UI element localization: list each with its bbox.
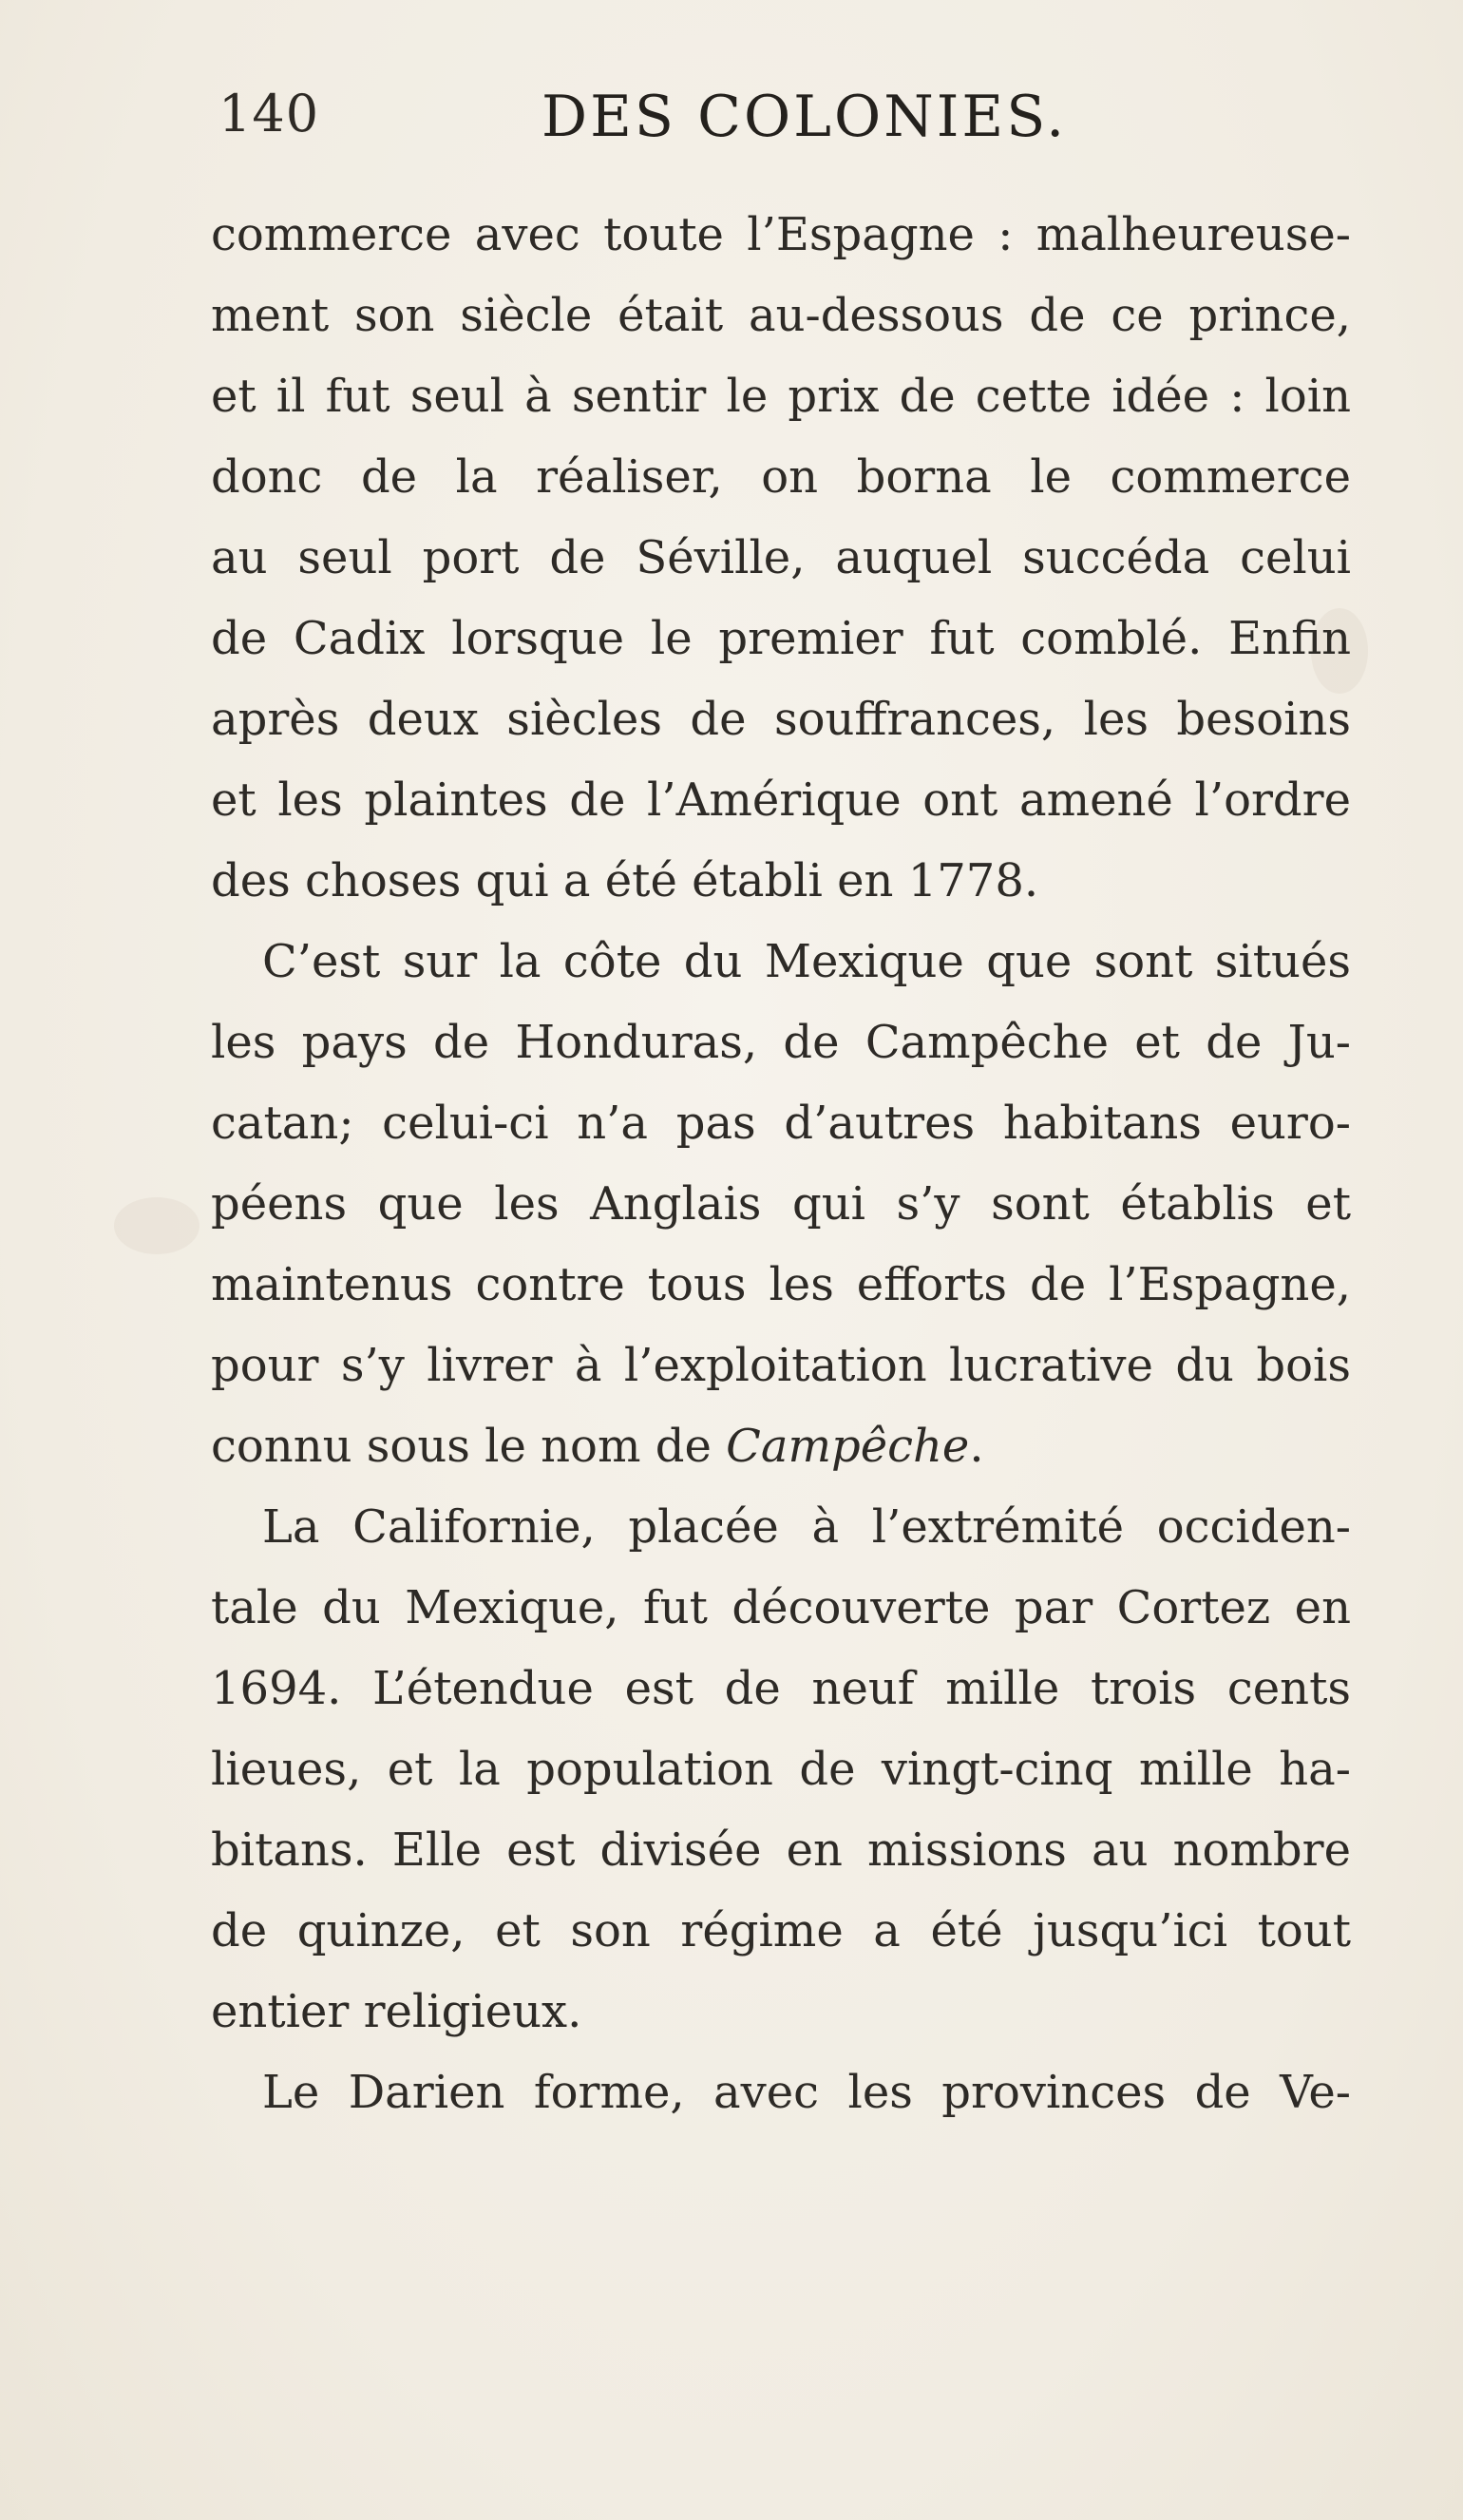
text-span: . xyxy=(969,1420,984,1473)
page-number: 140 xyxy=(218,84,320,143)
text-line: tale du Mexique, fut découverte par Cortez en xyxy=(211,1581,1351,1634)
text-line: lieues, et la population de vingt-cinq mille ha- xyxy=(211,1743,1351,1796)
text-line: de quinze, et son régime a été jusqu’ici tout xyxy=(211,1904,1351,1957)
text-line: et il fut seul à sentir le prix de cette idée : loin xyxy=(211,370,1351,423)
text-span: connu sous le nom de xyxy=(211,1420,727,1473)
body-text xyxy=(211,195,1351,2133)
text-line: de Cadix lorsque le premier fut comblé. Enfin xyxy=(211,612,1351,665)
text-line: La Californie, placée à l’extrémité occiden- xyxy=(262,1500,1351,1554)
text-line xyxy=(211,1406,1351,1487)
text-line: C’est sur la côte du Mexique que sont situés xyxy=(262,935,1351,988)
text-line: donc de la réaliser, on borna le commerce xyxy=(211,450,1351,504)
text-line: 1694. L’étendue est de neuf mille trois cents xyxy=(211,1662,1351,1715)
page-header xyxy=(218,84,1282,150)
text-line: les pays de Honduras, de Campêche et de Ju- xyxy=(211,1016,1351,1069)
text-line: pour s’y livrer à l’exploitation lucrative du bois xyxy=(211,1339,1351,1392)
text-line: et les plaintes de l’Amérique ont amené l’ordre xyxy=(211,773,1351,827)
italic-term: Campêche xyxy=(726,1420,970,1473)
text-line: commerce avec toute l’Espagne : malheureuse- xyxy=(211,208,1351,261)
text-line: au seul port de Séville, auquel succéda celui xyxy=(211,531,1351,584)
running-head: DES COLONIES. xyxy=(542,84,1068,150)
text-line: Le Darien forme, avec les provinces de Ve- xyxy=(262,2066,1351,2119)
text-line: péens que les Anglais qui s’y sont établis et xyxy=(211,1177,1351,1231)
text-line: des choses qui a été établi en 1778. xyxy=(211,854,1039,907)
text-line: bitans. Elle est divisée en missions au nombre xyxy=(211,1823,1351,1877)
text-line: maintenus contre tous les efforts de l’Espagne, xyxy=(211,1258,1351,1311)
text-line: catan; celui-ci n’a pas d’autres habitans euro- xyxy=(211,1097,1351,1150)
text-line: entier religieux. xyxy=(211,1985,582,2038)
text-line: ment son siècle était au-dessous de ce prince, xyxy=(211,289,1351,342)
text-line: après deux siècles de souffrances, les besoins xyxy=(211,693,1351,746)
paper-stain xyxy=(114,1197,200,1254)
